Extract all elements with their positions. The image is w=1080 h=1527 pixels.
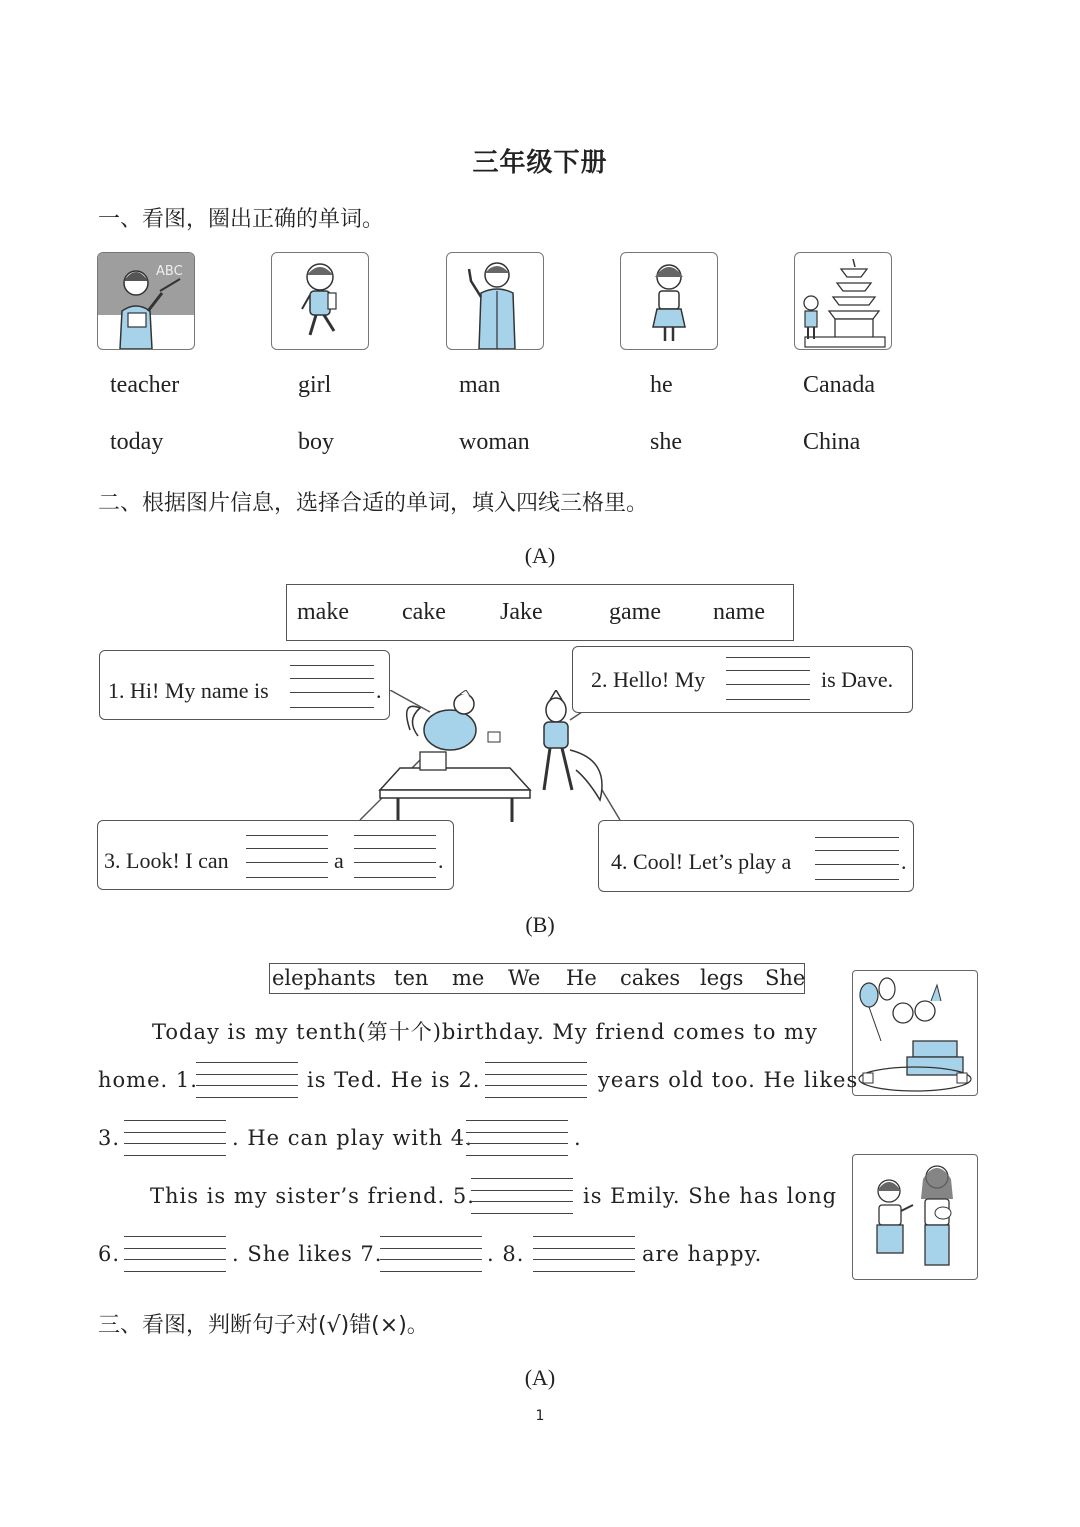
option-girl[interactable]: girl	[298, 372, 332, 398]
blank-b8[interactable]	[533, 1234, 635, 1274]
blank-b4[interactable]	[466, 1118, 568, 1158]
bubble-4-end: .	[901, 849, 907, 874]
passage-years-old: years old too. He likes	[598, 1068, 859, 1092]
boy-picture	[271, 252, 369, 350]
blank-3b[interactable]	[354, 831, 436, 881]
word-bank-item: He	[566, 966, 597, 990]
option-canada[interactable]: Canada	[803, 372, 875, 398]
teacher-picture	[97, 252, 195, 350]
option-she[interactable]: she	[650, 429, 682, 455]
passage-is-ted: is Ted. He is 2.	[307, 1068, 481, 1092]
passage-can-play: . He can play with 4.	[232, 1126, 473, 1150]
word-bank-item: legs	[700, 966, 744, 990]
passage-3: 3.	[98, 1126, 121, 1150]
passage-6: 6.	[98, 1242, 121, 1266]
section1-heading: 一、看图，圈出正确的单词。	[98, 207, 385, 232]
option-china[interactable]: China	[803, 429, 861, 455]
bubble-1-text: 1. Hi! My name is	[108, 678, 269, 703]
word-bank-item: cake	[402, 599, 446, 625]
blank-b2[interactable]	[485, 1060, 587, 1100]
word-bank-item: She	[765, 966, 806, 990]
bubble-1-end: .	[376, 678, 382, 703]
blank-1[interactable]	[290, 661, 374, 711]
option-today[interactable]: today	[110, 429, 164, 455]
bubble-2-end: is Dave.	[821, 667, 894, 692]
section3-part-a-label: (A)	[524, 1365, 556, 1390]
blank-2[interactable]	[726, 653, 810, 703]
blank-4[interactable]	[815, 833, 899, 883]
bubble-3-text: 3. Look! I can	[104, 848, 229, 873]
man-picture	[446, 252, 544, 350]
pagoda-picture	[794, 252, 892, 350]
part-b-label: (B)	[525, 912, 555, 937]
passage-are-happy: are happy.	[642, 1242, 763, 1266]
option-boy[interactable]: boy	[298, 429, 334, 455]
word-bank-item: cakes	[620, 966, 681, 990]
passage-dot: .	[574, 1126, 582, 1150]
word-bank-item: game	[609, 599, 661, 625]
passage-8: . 8.	[487, 1242, 525, 1266]
friends-picture	[852, 1154, 978, 1280]
word-bank-item: name	[713, 599, 765, 625]
girl-picture	[620, 252, 718, 350]
bubble-2-text: 2. Hello! My	[591, 667, 706, 692]
passage-she-likes: . She likes 7.	[232, 1242, 383, 1266]
blank-3a[interactable]	[246, 831, 328, 881]
section2-heading: 二、根据图片信息，选择合适的单词，填入四线三格里。	[98, 491, 649, 516]
blank-b6[interactable]	[124, 1234, 226, 1274]
bubble-3-end: .	[438, 848, 444, 873]
word-bank-item: We	[508, 966, 541, 990]
page-number: 1	[535, 1408, 545, 1424]
word-bank-item: elephants	[272, 966, 376, 990]
passage-sisters-friend: This is my sister’s friend. 5.	[150, 1184, 475, 1208]
speech-bubble-2	[572, 646, 913, 713]
blank-b7[interactable]	[380, 1234, 482, 1274]
speech-bubble-3	[97, 820, 454, 890]
word-bank-item: me	[452, 966, 485, 990]
passage-home: home. 1.	[98, 1068, 198, 1092]
bubble-3-mid: a	[334, 848, 344, 873]
word-bank-b	[269, 963, 805, 994]
blank-b3[interactable]	[124, 1118, 226, 1158]
birthday-picture	[852, 970, 978, 1096]
part-a-label: (A)	[524, 543, 556, 568]
word-bank-item: ten	[394, 966, 429, 990]
bubble-4-text: 4. Cool! Let’s play a	[611, 849, 792, 874]
passage-is-emily: is Emily. She has long	[583, 1184, 838, 1208]
blank-b5[interactable]	[471, 1176, 573, 1216]
page-title: 三年级下册	[472, 148, 608, 178]
option-teacher[interactable]: teacher	[110, 372, 180, 398]
blank-b1[interactable]	[196, 1060, 298, 1100]
option-woman[interactable]: woman	[459, 429, 530, 455]
speech-bubble-4	[598, 820, 914, 892]
word-bank-item: Jake	[500, 599, 543, 625]
word-bank-a	[286, 584, 794, 641]
section3-heading: 三、看图，判断句子对(√)错(×)。	[98, 1313, 429, 1338]
passage-line-1: Today is my tenth(第十个)birthday. My friend comes to my	[152, 1020, 818, 1044]
option-man[interactable]: man	[459, 372, 501, 398]
speech-bubble-1	[99, 650, 390, 720]
option-he[interactable]: he	[650, 372, 673, 398]
word-bank-item: make	[297, 599, 349, 625]
board-text: ABC	[156, 264, 183, 279]
